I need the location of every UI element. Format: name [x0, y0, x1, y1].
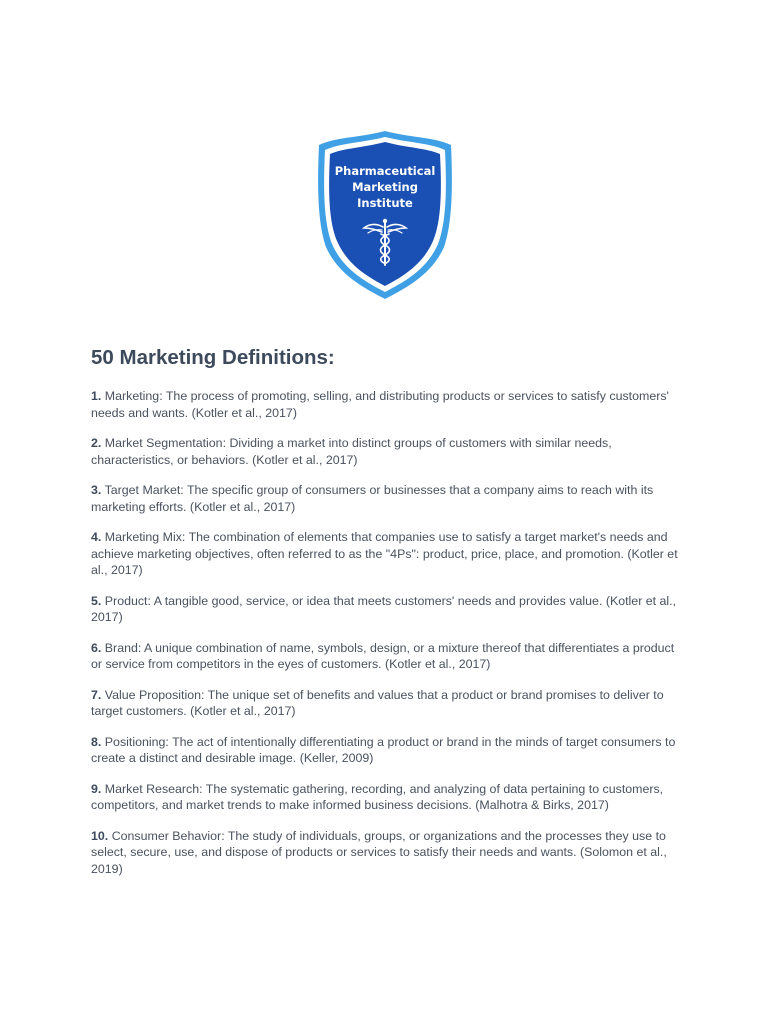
- definition-number: 6.: [91, 640, 102, 655]
- definition-number: 4.: [91, 530, 102, 544]
- logo-line-3: Institute: [357, 196, 413, 210]
- definition-text: Consumer Behavior: The study of individuals, groups, or organizations and the processes they use to select, secure, use, and dispose of products or services to satisfy their needs and wants. (Solomon et al., 2019): [91, 828, 667, 876]
- definition-item: [91, 482, 681, 515]
- definition-text: Marketing: The process of promoting, selling, and distributing products or services to satisfy customers' needs and wants. (Kotler et al., 2017): [91, 389, 669, 420]
- definition-number: 5.: [91, 593, 102, 608]
- definition-item: [91, 781, 681, 814]
- definition-item: [91, 388, 681, 421]
- definition-item: [91, 687, 681, 720]
- definition-item: [91, 529, 681, 579]
- definition-text: Marketing Mix: The combination of elements that companies use to satisfy a target market's needs and achieve marketing objectives, often referred to as the "4Ps": product, price, place, and promotion. (Kotler et al., 2017): [91, 530, 678, 577]
- definition-text: Target Market: The specific group of consumers or businesses that a company aims to reach with its marketing efforts. (Kotler et al., 2017): [91, 483, 654, 514]
- definition-text: Brand: A unique combination of name, symbols, design, or a mixture thereof that differentiates a product or service from competitors in the eyes of customers. (Kotler et al., 2017): [91, 640, 675, 671]
- shield-badge: [316, 129, 454, 301]
- definition-item: [91, 640, 681, 673]
- definition-item: [91, 593, 681, 626]
- definition-text: Market Segmentation: Dividing a market into distinct groups of customers with similar needs, characteristics, or behaviors. (Kotler et al., 2017): [91, 436, 612, 467]
- definition-number: 1.: [91, 389, 102, 403]
- logo-line-2: Marketing: [352, 180, 418, 194]
- definition-number: 7.: [91, 687, 102, 702]
- institute-logo: [316, 129, 454, 301]
- definition-text: Product: A tangible good, service, or idea that meets customers' needs and provides value. (Kotler et al., 2017): [91, 593, 677, 624]
- definition-number: 9.: [91, 781, 102, 796]
- definitions-list: [91, 388, 681, 891]
- logo-line-1: Pharmaceutical: [334, 164, 436, 178]
- definition-number: 3.: [91, 483, 102, 497]
- definition-number: 2.: [91, 436, 102, 450]
- page-title: 50 Marketing Definitions:: [91, 346, 335, 369]
- definition-number: 10.: [91, 828, 109, 843]
- definition-item: [91, 734, 681, 767]
- definition-text: Value Proposition: The unique set of benefits and values that a product or brand promises to deliver to target customers. (Kotler et al., 2017): [91, 687, 664, 718]
- definition-item: [91, 828, 681, 878]
- definition-text: Market Research: The systematic gathering, recording, and analyzing of data pertaining to customers, competitors, and market trends to make informed business decisions. (Malhotra & Birks, 2017): [91, 781, 664, 812]
- definition-item: [91, 435, 681, 468]
- definition-text: Positioning: The act of intentionally differentiating a product or brand in the minds of target consumers to create a distinct and desirable image. (Keller, 2009): [91, 734, 676, 765]
- definition-number: 8.: [91, 734, 102, 749]
